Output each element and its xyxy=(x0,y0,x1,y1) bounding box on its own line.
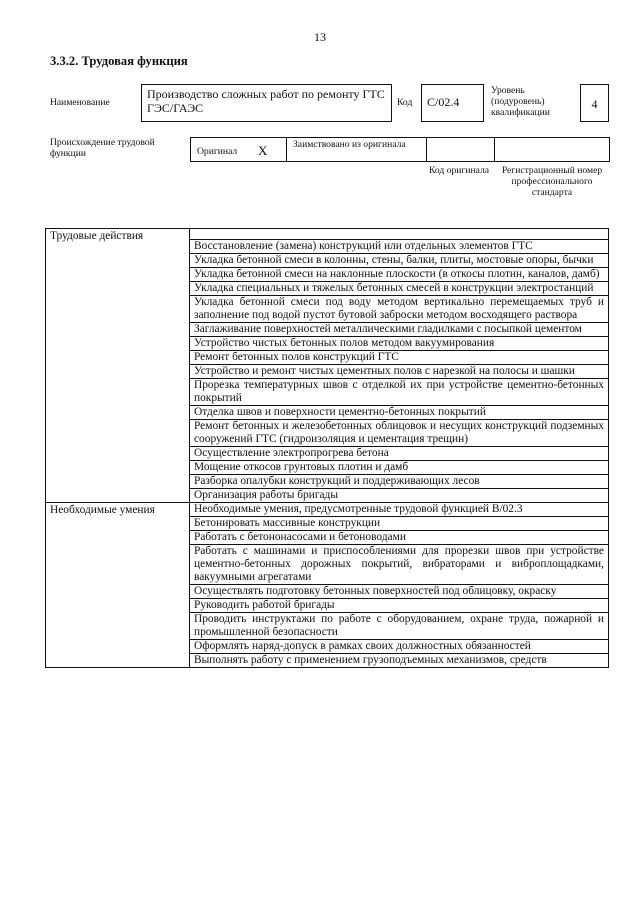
skill-item: Руководить работой бригады xyxy=(190,599,609,613)
labor-action-item: Укладка бетонной смеси в колонны, стены, балки, плиты, мостовые опоры, бычки xyxy=(190,254,609,268)
skill-item: Проводить инструктажи по работе с оборудованием, охране труда, пожарной и промышленной безопасности xyxy=(190,613,609,640)
borrowed-label: Заимствовано из оригинала xyxy=(293,139,406,150)
skill-row xyxy=(46,503,609,517)
labor-action-item: Разборка опалубки конструкций и поддерживающих лесов xyxy=(190,475,609,489)
labor-action-item: Заглаживание поверхностей металлическими гладилками с посыпкой цементом xyxy=(190,323,609,337)
labor-action-row xyxy=(46,229,609,240)
labor-action-item: Ремонт бетонных полов конструкций ГТС xyxy=(190,351,609,365)
origin-box xyxy=(190,137,610,162)
origin-divider-1 xyxy=(426,138,427,161)
level-field: 4 xyxy=(580,84,609,122)
labor-action-item: Укладка специальных и тяжелых бетонных смесей в конструкции электростанций xyxy=(190,282,609,296)
skill-item: Необходимые умения, предусмотренные трудовой функцией B/02.3 xyxy=(190,503,609,517)
skill-item: Работать с машинами и приспособлениями для прорезки швов при устройстве цементно-бетонных дорожных покрытий, вибраторами и виброплощадками, вакуумными агрегатами xyxy=(190,545,609,585)
labor-action-item: Отделка швов и поверхности цементно-бетонных покрытий xyxy=(190,406,609,420)
labor-action-item: Мощение откосов грунтовых плотин и дамб xyxy=(190,461,609,475)
function-name-field: Производство сложных работ по ремонту ГТС ГЭС/ГАЭС xyxy=(141,84,392,122)
origin-label: Происхождение трудовой функции xyxy=(50,137,155,160)
code-label: Код xyxy=(397,97,413,108)
skill-item: Бетонировать массивные конструкции xyxy=(190,517,609,531)
skill-item: Осуществлять подготовку бетонных поверхностей под облицовку, окраску xyxy=(190,585,609,599)
labor-action-item: Прорезка температурных швов с отделкой их при устройстве цементно-бетонных покрытий xyxy=(190,379,609,406)
page-number: 13 xyxy=(314,30,326,44)
code-field: C/02.4 xyxy=(421,84,484,122)
labor-action-item: Устройство чистых бетонных полов методом вакуумирования xyxy=(190,337,609,351)
labor-action-item: Осуществление электропрогрева бетона xyxy=(190,447,609,461)
labor-action-group-label: Трудовые действия xyxy=(46,229,190,503)
code-original-label: Код оригинала xyxy=(428,165,490,176)
original-label: Оригинал xyxy=(197,146,238,157)
labor-action-item: Укладка бетонной смеси на наклонные плоскости (в откосы плотин, каналов, дамб) xyxy=(190,268,609,282)
function-details-table xyxy=(45,228,609,668)
origin-divider-2 xyxy=(494,138,495,161)
skill-item: Выполнять работу с применением грузоподъемных механизмов, средств xyxy=(190,654,609,668)
reg-number-label: Регистрационный номер профессионального стандарта xyxy=(501,165,603,199)
labor-action-item: Ремонт бетонных и железобетонных облицовок и несущих конструкций подземных сооружений ГТС (гидроизоляция и цементация трещин) xyxy=(190,420,609,447)
labor-action-item xyxy=(190,229,609,240)
labor-action-item: Устройство и ремонт чистых цементных полов с нарезкой на полосы и шашки xyxy=(190,365,609,379)
original-mark: X xyxy=(258,143,268,158)
skill-group-label: Необходимые умения xyxy=(46,503,190,668)
name-label: Наименование xyxy=(50,97,110,108)
labor-action-item: Организация работы бригады xyxy=(190,489,609,503)
labor-action-item: Восстановление (замена) конструкций или отдельных элементов ГТС xyxy=(190,240,609,254)
labor-action-item: Укладка бетонной смеси под воду методом вертикально перемещаемых труб и заполнение под водой пустот бутовой заброски методом восходящего раствора xyxy=(190,296,609,323)
level-label: Уровень (подуровень) квалификации xyxy=(491,85,550,119)
skill-item: Работать с бетононасосами и бетоноводами xyxy=(190,531,609,545)
skill-item: Оформлять наряд-допуск в рамках своих должностных обязанностей xyxy=(190,640,609,654)
section-title: 3.3.2. Трудовая функция xyxy=(50,54,188,68)
